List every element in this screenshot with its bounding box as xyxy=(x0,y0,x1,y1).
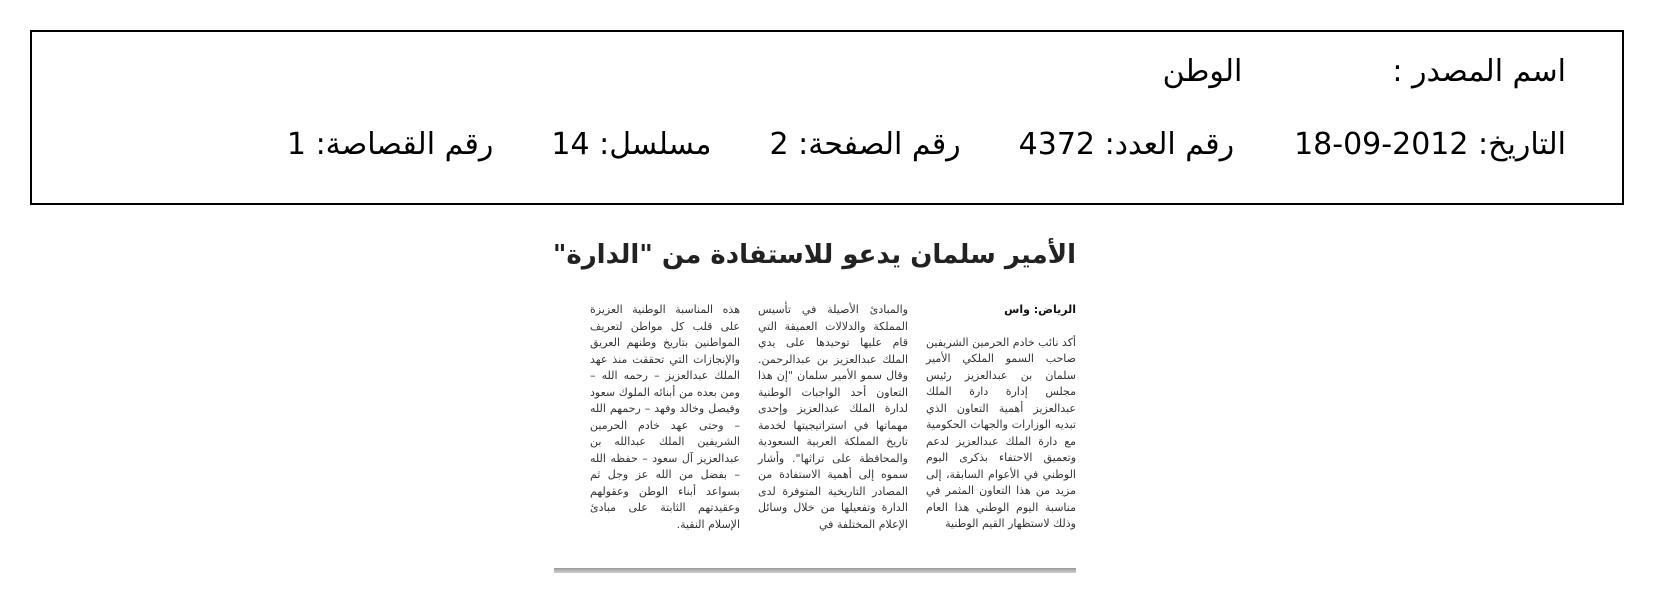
serial-label: مسلسل: xyxy=(599,127,712,162)
source-line xyxy=(1163,54,1566,89)
date-label: التاريخ: xyxy=(1478,127,1566,162)
article-dateline: الرياض: واس xyxy=(1004,303,1076,316)
details-line xyxy=(287,127,1566,162)
clipping-bottom-rule xyxy=(554,568,1076,573)
source-label: اسم المصدر : xyxy=(1392,54,1566,89)
clip-label: رقم القصاصة: xyxy=(315,127,494,162)
serial-field xyxy=(551,127,711,162)
date-field xyxy=(1294,127,1566,162)
source-info-box xyxy=(30,30,1624,205)
article-column-text: هذه المناسبة الوطنية العزيزة على قلب كل مواطن لتعريف المواطنين بتاريخ وطنهم العريق والإنجازات التي تحققت منذ عهد الملك عبدالعزيز – رحمه الله – ومن بعده من أبنائه الملوك سعود وفيصل وخالد وفهد – رحمهم الله – وحتى عهد خادم الحرمين الشريفين الملك عبدالله بن عبدالعزيز آل سعود – حفظه الله – بفضل من الله عز وجل ثم بسواعد أبناء الوطن وعقولهم وعقيدتهم الثابتة على مبادئ الإسلام النقية. xyxy=(590,303,740,531)
issue-field xyxy=(1019,127,1234,162)
article-headline: الأمير سلمان يدعو للاستفادة من "الدارة" xyxy=(552,240,1076,270)
article-column-text: والمبادئ الأصيلة في تأسيس المملكة والدلالات العميقة التي قام عليها توحيدها على يدي الملك عبدالعزيز بن عبدالرحمن. وقال سمو الأمير سلمان "إن هذا التعاون أحد الواجبات الوطنية لدارة الملك عبدالعزيز وإحدى مهماتها في استراتيجيتها لخدمة تاريخ المملكة العربية السعودية والمحافظة على تراثها". وأشار سموه إلى أهمية الاستفادة من المصادر التاريخية المتوفرة لدى الدارة وتفعيلها من خلال وسائل الإعلام المختلفة في xyxy=(758,303,908,531)
page-value: 2 xyxy=(769,127,789,162)
article-column-1 xyxy=(926,302,1076,533)
article-column-3 xyxy=(590,302,740,533)
page-field xyxy=(769,127,960,162)
clip-field xyxy=(287,127,493,162)
article-column-text: أكد نائب خادم الحرمين الشريفين صاحب السمو الملكي الأمير سلمان بن عبدالعزيز رئيس مجلس إدارة دارة الملك عبدالعزيز أهمية التعاون الذي تبديه الوزارات والجهات الحكومية مع دارة الملك عبدالعزيز لدعم وتعميق الاحتفاء بذكرى اليوم الوطني في الأعوام السابقة، إلى مزيد من هذا التعاون المثمر في مناسبة اليوم الوطني هذا العام وذلك لاستظهار القيم الوطنية xyxy=(926,335,1076,530)
clip-value: 1 xyxy=(286,127,307,162)
page-label: رقم الصفحة: xyxy=(798,127,961,162)
issue-value: 4372 xyxy=(1018,127,1096,162)
newspaper-clipping xyxy=(552,240,1076,570)
serial-value: 14 xyxy=(551,127,590,162)
source-value: الوطن xyxy=(1162,54,1243,89)
date-value: 2012-09-18 xyxy=(1294,127,1469,162)
issue-label: رقم العدد: xyxy=(1104,127,1235,162)
article-column-2 xyxy=(758,302,908,533)
